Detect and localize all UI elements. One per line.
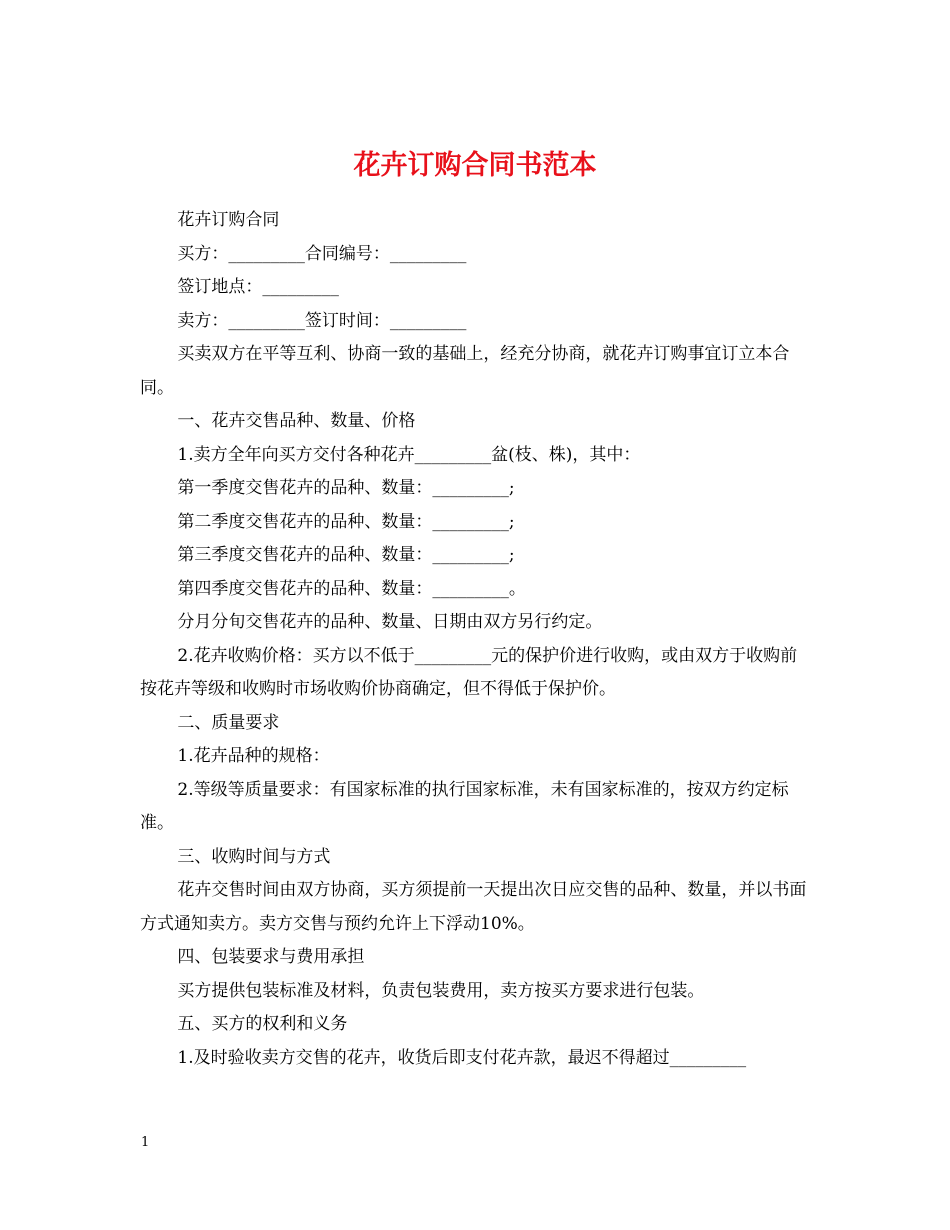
paragraph-q1: 第一季度交售花卉的品种、数量：_________; (177, 478, 515, 498)
paragraph-annual-quantity: 1.卖方全年向买方交付各种花卉_________盆(枝、株)，其中： (177, 444, 641, 465)
document-title: 花卉订购合同书范本 (353, 150, 597, 182)
paragraph-q3: 第三季度交售花卉的品种、数量：_________; (177, 545, 515, 565)
section-heading-3: 三、收购时间与方式 (177, 846, 331, 867)
paragraph-packaging: 买方提供包装标准及材料，负责包装费用，卖方按买方要求进行包装。 (177, 980, 705, 1001)
paragraph-seller: 卖方：_________签订时间：_________ (177, 310, 467, 331)
section-heading-1: 一、花卉交售品种、数量、价格 (177, 411, 416, 431)
document-body (140, 204, 812, 1075)
paragraph-q2: 第二季度交售花卉的品种、数量：_________; (177, 511, 515, 532)
paragraph-quality: 2.等级等质量要求：有国家标准的执行国家标准，未有国家标准的，按双方约定标准。 (140, 779, 789, 833)
paragraph-buyer-duty: 1.及时验收卖方交售的花卉，收货后即支付花卉款，最迟不得超过_________ (177, 1047, 747, 1068)
paragraph-price: 2.花卉收购价格：买方以不低于_________元的保护价进行收购，或由双方于收购前按花卉等级和收购时市场收购价协商确定，但不得低于保护价。 (140, 645, 798, 699)
paragraph-contract-heading: 花卉订购合同 (177, 210, 280, 230)
paragraph-buyer: 买方：_________合同编号：_________ (177, 243, 467, 264)
paragraph-spec: 1.花卉品种的规格： (177, 746, 330, 766)
section-heading-4: 四、包装要求与费用承担 (177, 947, 365, 967)
page-number: 1 (141, 1135, 150, 1150)
section-heading-5: 五、买方的权利和义务 (177, 1014, 348, 1034)
paragraph-monthly: 分月分旬交售花卉的品种、数量、日期由双方另行约定。 (177, 612, 603, 632)
paragraph-preamble: 买卖双方在平等互利、协商一致的基础上，经充分协商，就花卉订购事宜订立本合同。 (140, 344, 790, 398)
paragraph-q4: 第四季度交售花卉的品种、数量：_________。 (177, 578, 526, 599)
section-heading-2: 二、质量要求 (177, 712, 280, 733)
paragraph-signing-place: 签订地点：_________ (177, 277, 339, 297)
paragraph-timing: 花卉交售时间由双方协商，买方须提前一天提出次日应交售的品种、数量，并以书面方式通知卖方。卖方交售与预约允许上下浮动10%。 (140, 880, 807, 934)
